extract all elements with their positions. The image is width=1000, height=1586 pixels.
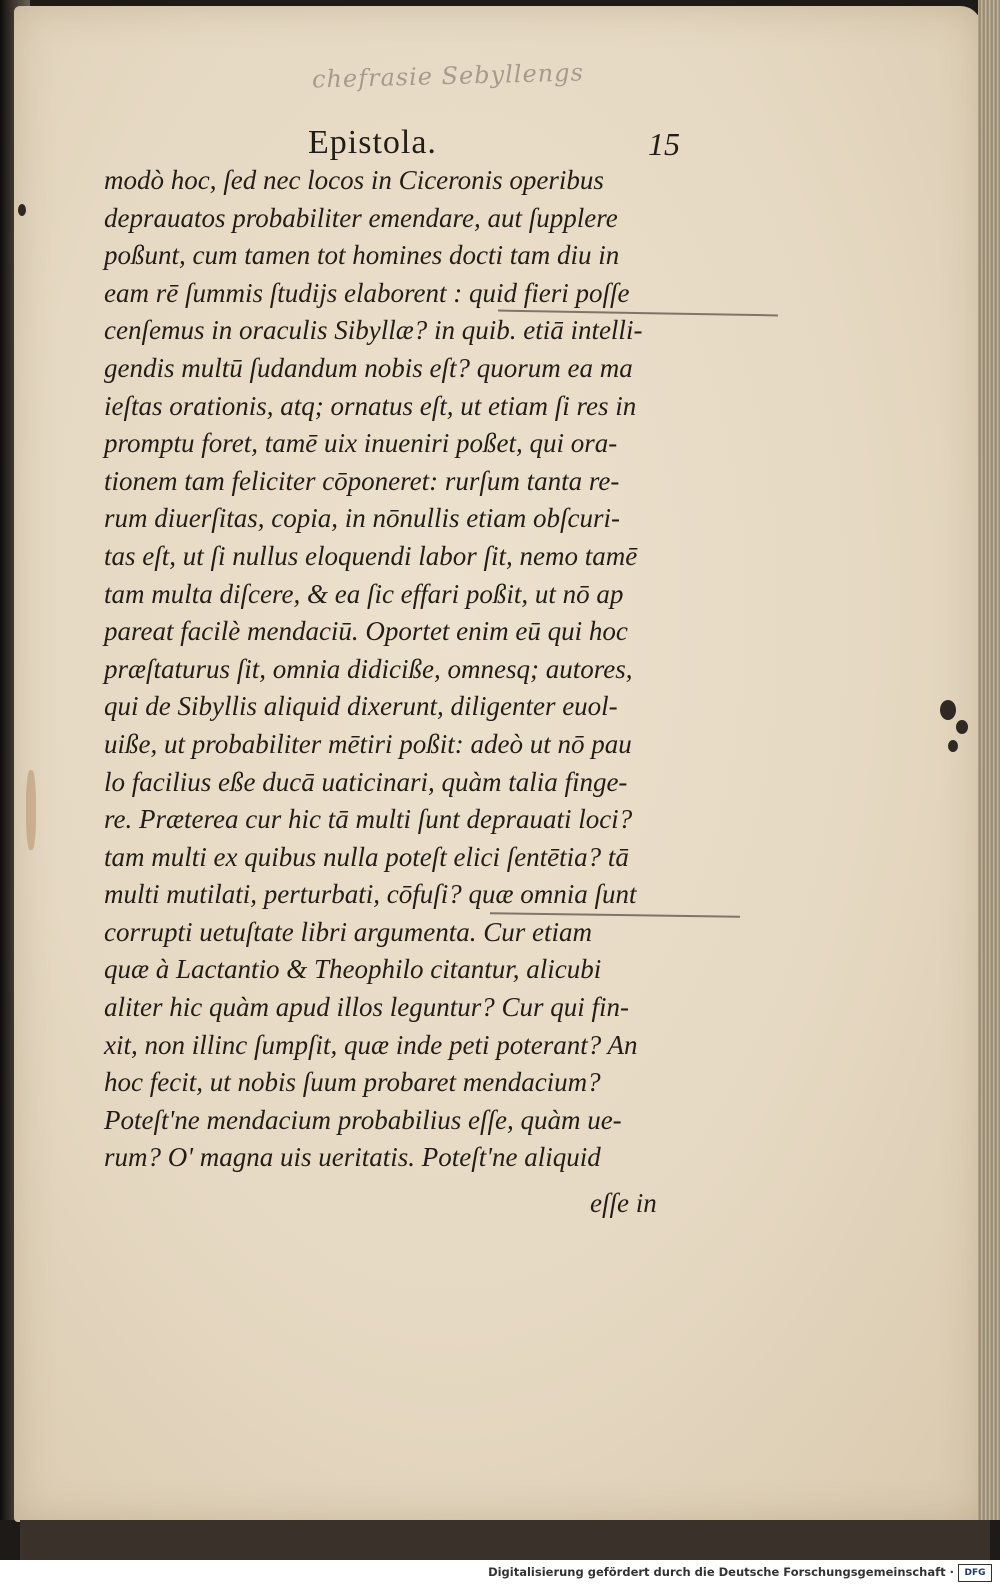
text-line: præſtaturus ſit, omnia didiciße, omnesq; autores,: [104, 653, 633, 684]
text-line: Poteſt'ne mendacium probabilius eſſe, quàm ue-: [104, 1104, 622, 1135]
text-line: aliter hic quàm apud illos leguntur? Cur qui fin-: [104, 992, 629, 1023]
text-line: hoc fecit, ut nobis ſuum probaret mendacium?: [104, 1067, 601, 1098]
ink-blot: [956, 720, 968, 734]
text-line: qui de Sibyllis aliquid dixerunt, diligenter euol-: [104, 691, 618, 722]
running-head: Epistola.: [308, 124, 437, 161]
text-line: xit, non illinc ſumpſit, quæ inde peti poterant? An: [104, 1029, 638, 1060]
text-line: re. Præterea cur hic tā multi ſunt deprauati loci?: [104, 804, 633, 835]
text-line: lo facilius eße ducā uaticinari, quàm talia finge-: [104, 766, 628, 797]
dfg-logo: DFG: [958, 1564, 992, 1582]
footer-credit: Digitalisierung gefördert durch die Deutsche Forschungsgemeinschaft ·: [488, 1565, 954, 1579]
text-line: modò hoc, ſed nec locos in Ciceronis operibus: [104, 165, 604, 195]
text-line: deprauatos probabiliter emendare, aut ſupplere: [104, 202, 618, 233]
footer-bar: [0, 1560, 1000, 1586]
text-line: rum diuerſitas, copia, in nōnullis etiam obſcuri-: [104, 503, 620, 534]
text-line: corrupti uetuſtate libri argumenta. Cur etiam: [104, 916, 592, 947]
catchword: eſſe in: [590, 1188, 657, 1218]
stain-mark: [26, 770, 36, 850]
text-line: cenſemus in oraculis Sibyllæ? in quib. etiā intelli-: [104, 315, 643, 346]
text-line: promptu foret, tamē uix inueniri poßet, qui ora-: [104, 428, 618, 459]
text-line: gendis multū ſudandum nobis eſt? quorum ea ma: [104, 352, 633, 383]
page-fore-edge: [978, 0, 1000, 1520]
text-line: uiße, ut probabiliter mētiri poßit: adeò ut nō pau: [104, 728, 632, 759]
text-line: eam rē ſummis ſtudijs elaborent : quid fieri poſſe: [104, 277, 630, 308]
text-line: ieſtas orationis, atq; ornatus eſt, ut etiam ſi res in: [104, 390, 637, 421]
text-line: tam multa diſcere, & ea ſic effari poßit, ut nō ap: [104, 578, 624, 609]
body-text: [104, 162, 694, 1177]
page-number: 15: [648, 126, 680, 162]
text-line: pareat facilè mendaciū. Oportet enim eū qui hoc: [104, 616, 628, 647]
text-line: tionem tam feliciter cōponeret: rurſum tanta re-: [104, 465, 620, 496]
ink-blot: [18, 204, 26, 216]
text-line: quæ à Lactantio & Theophilo citantur, alicubi: [104, 954, 602, 985]
text-line: poßunt, cum tamen tot homines docti tam diu in: [104, 240, 620, 271]
text-line: multi mutilati, perturbati, cōfuſi? quæ omnia ſunt: [104, 879, 637, 910]
handwritten-note: chefrasie Sebyllengs: [311, 58, 585, 94]
ink-blot: [948, 740, 958, 752]
ink-blot: [940, 700, 956, 720]
text-line: tam multi ex quibus nulla poteſt elici ſentētia? tā: [104, 841, 629, 872]
text-line: tas eſt, ut ſi nullus eloquendi labor ſit, nemo tamē: [104, 540, 638, 571]
page-bottom-edge: [20, 1520, 990, 1560]
text-line: rum? O' magna uis ueritatis. Poteſt'ne aliquid: [104, 1142, 601, 1173]
